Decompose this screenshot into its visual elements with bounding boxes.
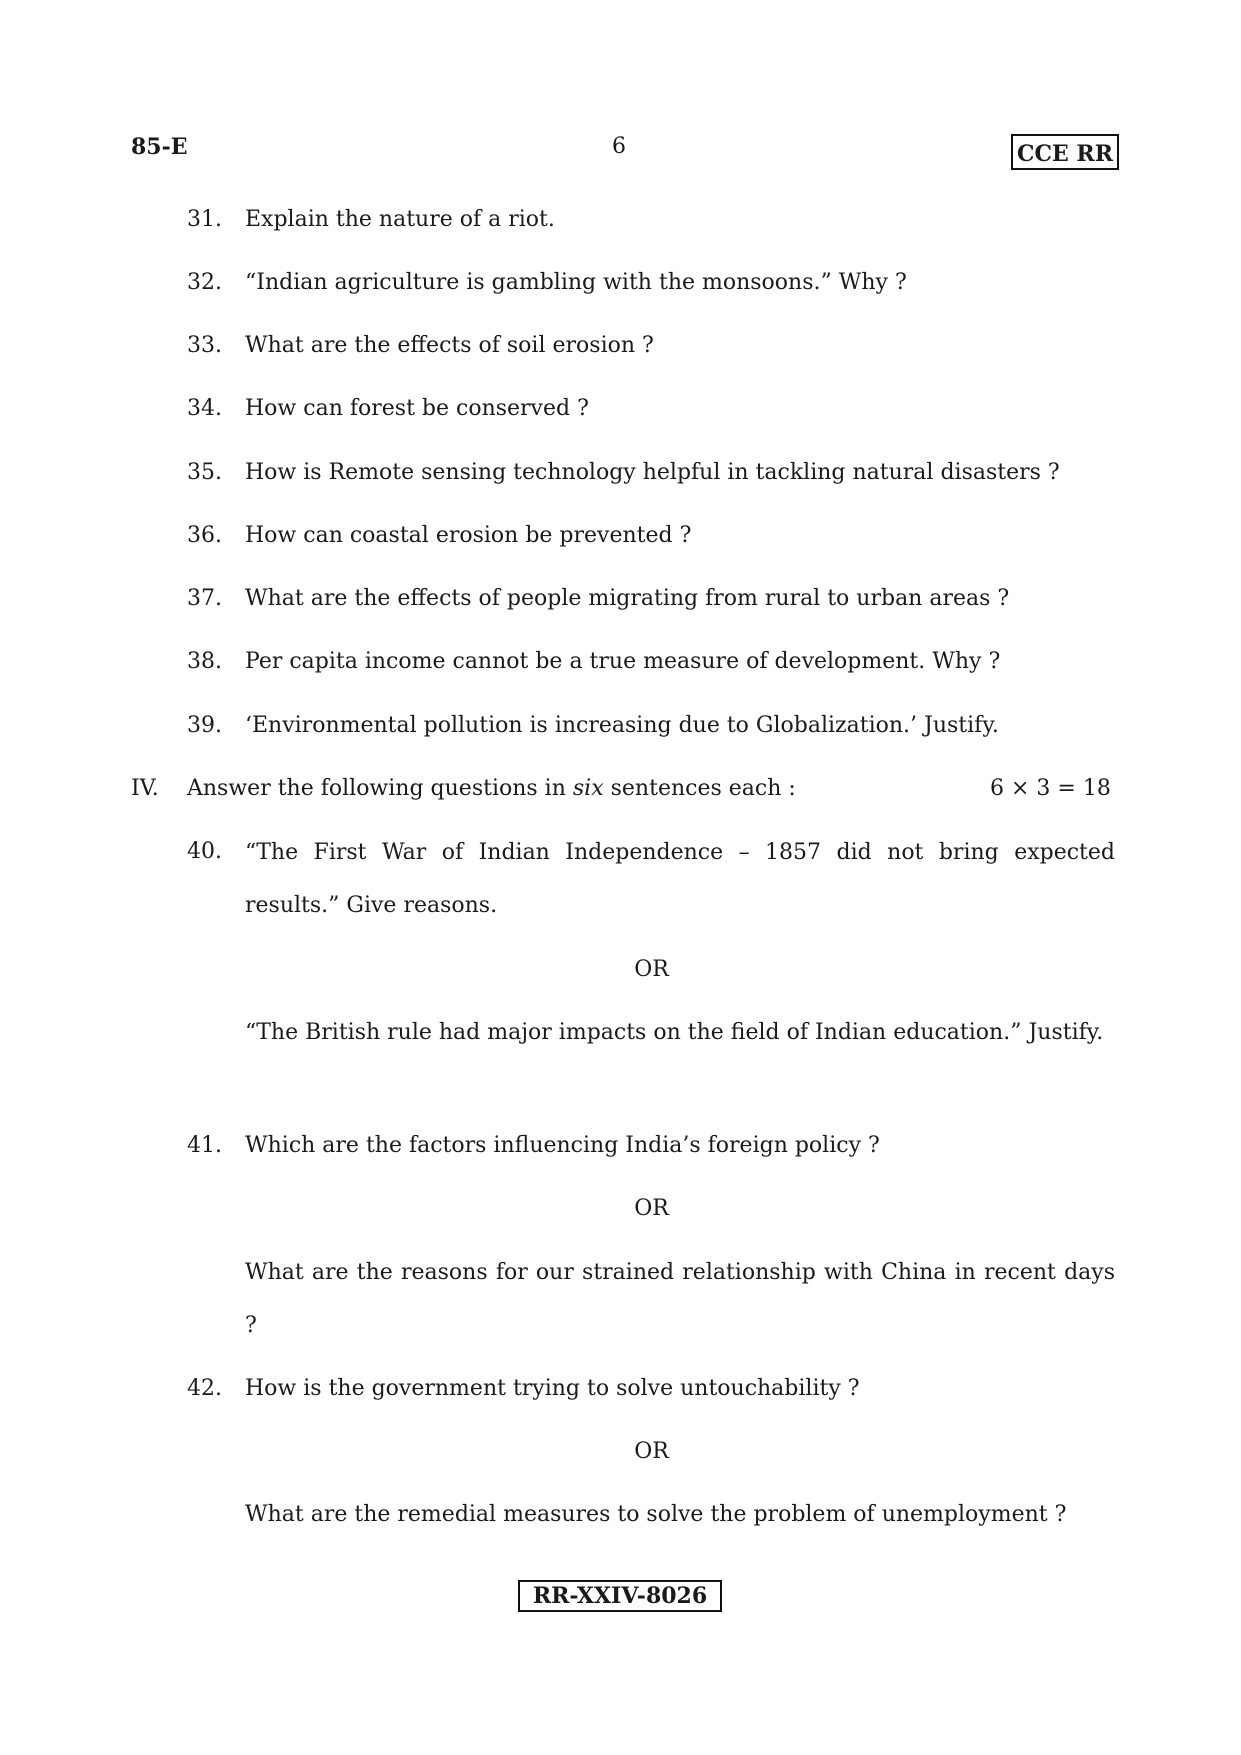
question-number: 42.	[187, 1376, 222, 1401]
or-label: OR	[634, 1196, 669, 1221]
question-number: 34.	[187, 396, 222, 421]
or-label: OR	[634, 957, 669, 982]
question-text: How can forest be conserved ?	[245, 396, 589, 421]
question-number: 32.	[187, 270, 222, 295]
question-alt-text: What are the remedial measures to solve the problem of unemployment ?	[245, 1502, 1067, 1527]
or-label: OR	[634, 1439, 669, 1464]
question-text: “The First War of Indian Independence – 1857 did not bring expected results.” Give reasons.	[245, 840, 1115, 918]
question-text: How is Remote sensing technology helpful in tackling natural disasters ?	[245, 460, 1060, 485]
question-number: 40.	[187, 839, 222, 864]
page-number: 6	[612, 134, 626, 159]
footer-code: RR-XXIV-8026	[518, 1580, 722, 1612]
section-instruction: Answer the following questions in six sentences each :	[187, 776, 796, 801]
question-text: “Indian agriculture is gambling with the monsoons.” Why ?	[245, 270, 907, 295]
question-text: How is the government trying to solve untouchability ?	[245, 1376, 860, 1401]
question-text: What are the effects of people migrating from rural to urban areas ?	[245, 586, 1010, 611]
question-text: What are the effects of soil erosion ?	[245, 333, 654, 358]
question-text: ‘Environmental pollution is increasing due to Globalization.’ Justify.	[245, 713, 999, 738]
question-number: 35.	[187, 460, 222, 485]
question-number: 38.	[187, 649, 222, 674]
question-alt-text: “The British rule had major impacts on the field of Indian education.” Justify.	[245, 1020, 1104, 1045]
question-number: 33.	[187, 333, 222, 358]
question-text: Which are the factors influencing India’s foreign policy ?	[245, 1133, 880, 1158]
question-text: Per capita income cannot be a true measure of development. Why ?	[245, 649, 1001, 674]
question-number: 41.	[187, 1133, 222, 1158]
section-number: IV.	[131, 776, 159, 801]
scheme-box: CCE RR	[1011, 134, 1119, 170]
question-number: 36.	[187, 523, 222, 548]
section-marks: 6 × 3 = 18	[990, 776, 1111, 801]
question-alt-text: What are the reasons for our strained relationship with China in recent days ?	[245, 1260, 1115, 1338]
question-number: 31.	[187, 207, 222, 232]
question-text: How can coastal erosion be prevented ?	[245, 523, 692, 548]
question-number: 39.	[187, 713, 222, 738]
paper-code: 85-E	[131, 134, 188, 160]
question-number: 37.	[187, 586, 222, 611]
question-text: Explain the nature of a riot.	[245, 207, 555, 232]
